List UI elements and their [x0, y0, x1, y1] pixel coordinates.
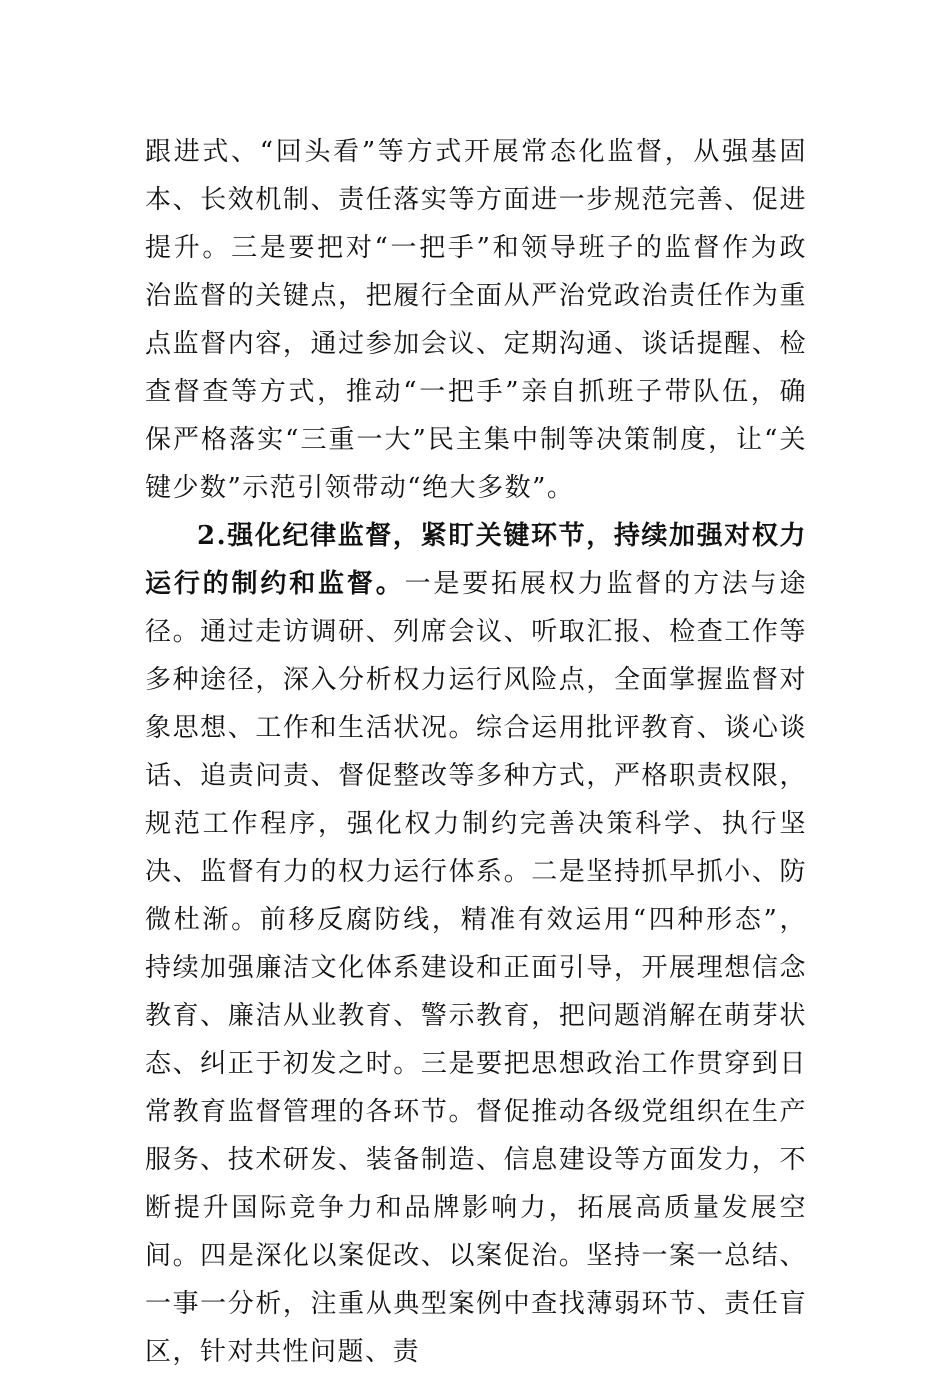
- document-page: [145, 128, 807, 1376]
- section-2-heading: 2.强化纪律监督，紧盯关键环节，持续加强对权力运行的制约和监督。: [145, 521, 807, 599]
- paragraph-section-2: [145, 512, 807, 1376]
- paragraph-1-text: 跟进式、“回头看”等方式开展常态化监督，从强基固本、长效机制、责任落实等方面进一步规范完善、促进提升。三是要把对“一把手”和领导班子的监督作为政治监督的关键点，把履行全面从严治党政治责任作为重点监督内容，通过参加会议、定期沟通、谈话提醒、检查督查等方式，推动“一把手”亲自抓班子带队伍，确保严格落实“三重一大”民主集中制等决策制度，让“关键少数”示范引领带动“绝大多数”。: [145, 137, 807, 503]
- paragraph-continuation: [145, 128, 807, 512]
- paragraph-2-text: 一是要拓展权力监督的方法与途径。通过走访调研、列席会议、听取汇报、检查工作等多种途径，深入分析权力运行风险点，全面掌握监督对象思想、工作和生活状况。综合运用批评教育、谈心谈话、追责问责、督促整改等多种方式，严格职责权限，规范工作程序，强化权力制约完善决策科学、执行坚决、监督有力的权力运行体系。二是坚持抓早抓小、防微杜渐。前移反腐防线，精准有效运用“四种形态”，持续加强廉洁文化体系建设和正面引导，开展理想信念教育、廉洁从业教育、警示教育，把问题消解在萌芽状态、纠正于初发之时。三是要把思想政治工作贯穿到日常教育监督管理的各环节。督促推动各级党组织在生产服务、技术研发、装备制造、信息建设等方面发力，不断提升国际竞争力和品牌影响力，拓展高质量发展空间。四是深化以案促改、以案促治。坚持一案一总结、一事一分析，注重从典型案例中查找薄弱环节、责任盲区，针对共性问题、责: [145, 569, 807, 1367]
